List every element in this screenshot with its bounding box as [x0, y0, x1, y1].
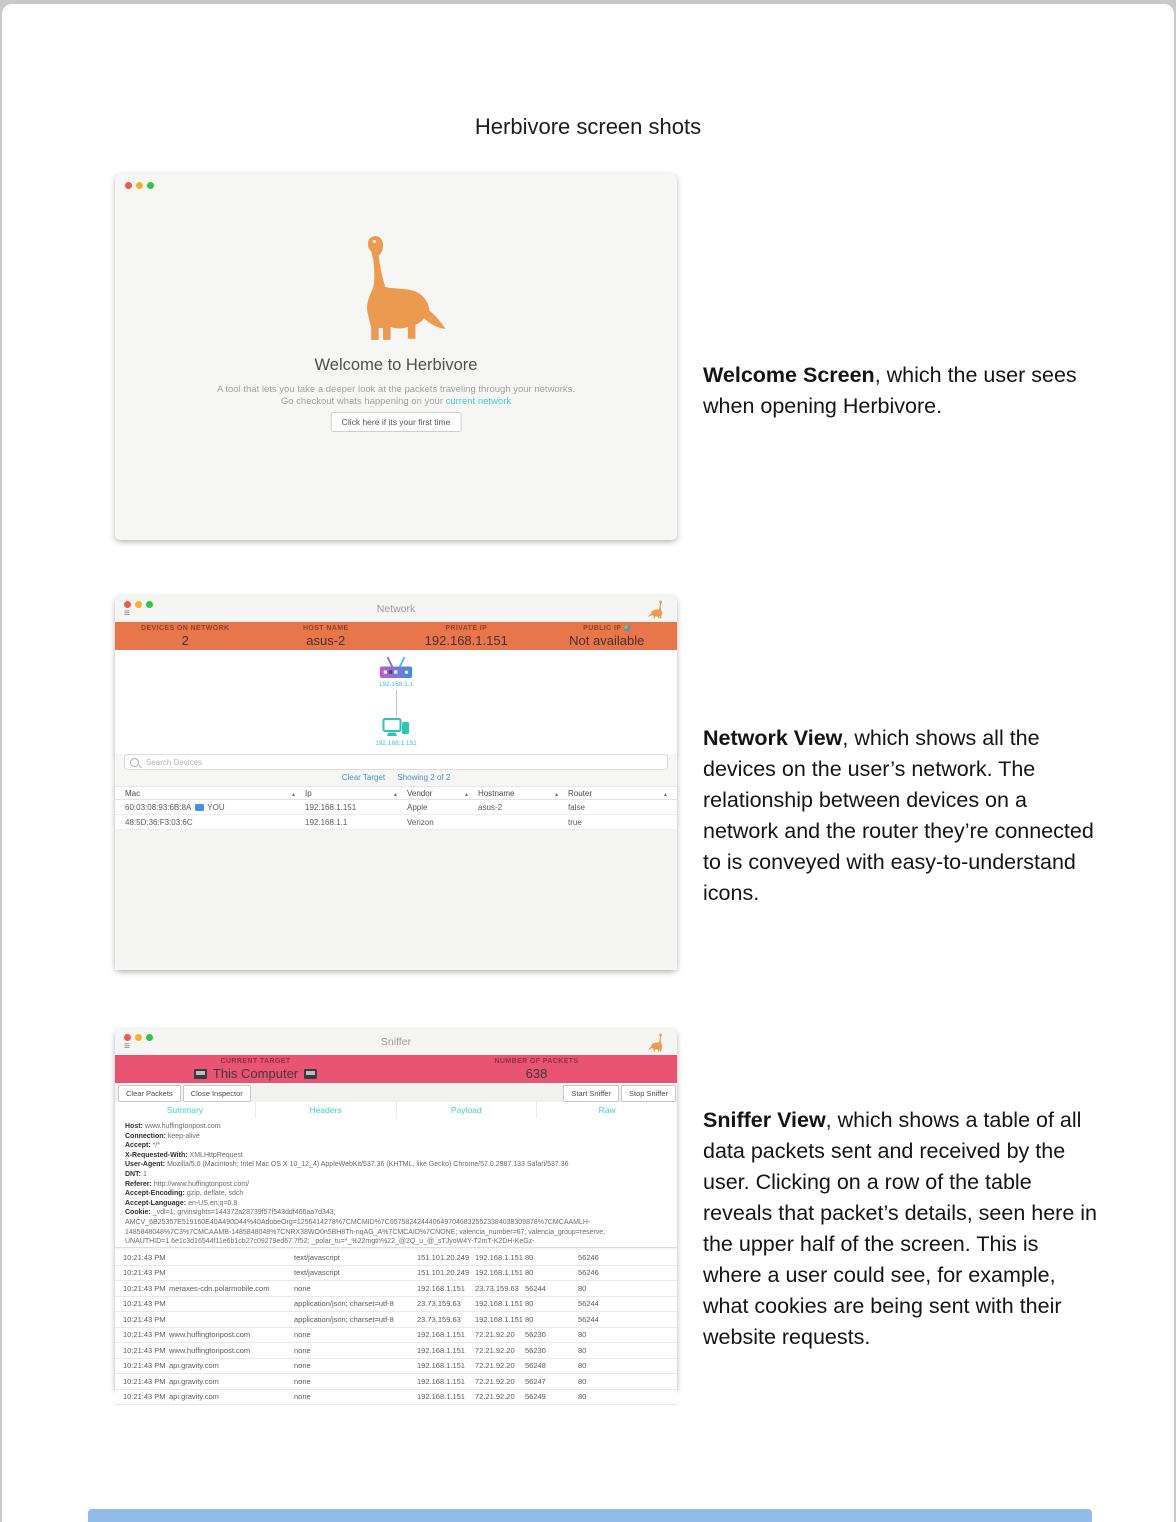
- header-key: Referer:: [125, 1180, 152, 1188]
- header-value: XMLHttpRequest: [189, 1151, 243, 1159]
- source-ip-cell: 151.101.20.249: [417, 1252, 470, 1262]
- menu-icon[interactable]: ≡: [124, 1041, 130, 1052]
- welcome-subtext: A tool that lets you take a deeper look at the packets traveling through your networks.: [216, 384, 576, 395]
- header-value: www.huffingtonpost.com: [144, 1123, 221, 1130]
- device-row[interactable]: [115, 815, 677, 830]
- header-key: User-Agent:: [125, 1161, 166, 1169]
- dest-ip-cell: 72.21.92.20: [475, 1361, 515, 1371]
- stat-value: 192.168.1.151: [424, 633, 508, 648]
- time-cell: 10:21:43 PM: [123, 1268, 166, 1278]
- mac-cell: 60:03:08:93:6B:8A YOU: [125, 802, 225, 812]
- packet-row[interactable]: [115, 1374, 677, 1390]
- toolbar-button[interactable]: Start Sniffer: [563, 1085, 618, 1102]
- dest-port-cell: 80: [578, 1283, 587, 1293]
- host-cell: www.huffingtonpost.com: [169, 1330, 251, 1340]
- packet-count: [396, 1055, 677, 1083]
- column-header[interactable]: [305, 789, 407, 798]
- empty-area: [115, 830, 677, 970]
- packet-row[interactable]: [115, 1297, 677, 1313]
- window-title: Sniffer: [380, 1036, 412, 1048]
- content-type-cell: text/javascript: [294, 1268, 340, 1278]
- time-cell: 10:21:43 PM: [123, 1376, 166, 1386]
- header-line: [125, 1151, 667, 1161]
- computer-icon[interactable]: [383, 718, 410, 738]
- packet-row[interactable]: [115, 1390, 677, 1406]
- content-type-cell: none: [294, 1361, 311, 1371]
- dinosaur-logo-icon: [645, 1033, 669, 1052]
- caption-welcome-body: , which the user sees when opening Herbivore.: [703, 362, 1077, 418]
- inspector-tabs: [115, 1102, 677, 1119]
- window-controls: [125, 182, 154, 189]
- packet-count-label: NUMBER OF PACKETS: [494, 1058, 579, 1065]
- source-ip-cell: 23.73.159.63: [417, 1314, 461, 1324]
- inspector-tab[interactable]: Raw: [598, 1105, 616, 1115]
- header-key: Accept-Encoding:: [125, 1190, 185, 1198]
- toolbar-right-group: [563, 1085, 676, 1102]
- ip-cell: 192.168.1.1: [305, 817, 348, 827]
- host-cell: api.gravity.com: [169, 1361, 219, 1371]
- source-port-cell: 56244: [525, 1283, 546, 1293]
- source-ip-cell: 151.101.20.249: [417, 1268, 470, 1278]
- device-row[interactable]: [115, 800, 677, 815]
- mac-cell: 48:5D:36:F3:03:6C: [125, 817, 193, 827]
- dest-ip-cell: 72.21.92.20: [475, 1330, 515, 1340]
- time-cell: 10:21:43 PM: [123, 1330, 166, 1340]
- computer-ip-label: 192.168.1.151: [375, 740, 417, 747]
- source-port-cell: 56248: [525, 1361, 546, 1371]
- content-type-cell: none: [294, 1283, 311, 1293]
- sort-icon[interactable]: [292, 789, 295, 798]
- dest-ip-cell: 72.21.92.20: [475, 1345, 515, 1355]
- network-stats-bar: [115, 622, 677, 650]
- dest-ip-cell: 72.21.92.20: [475, 1392, 515, 1402]
- column-header-label: Hostname: [478, 788, 515, 798]
- column-header-label: Ip: [305, 788, 312, 798]
- content-type-cell: none: [294, 1330, 311, 1340]
- device-table-body: [115, 800, 677, 830]
- dinosaur-logo-icon: [339, 234, 453, 342]
- stat-label: PRIVATE IP: [445, 625, 488, 632]
- dest-port-cell: 56246: [578, 1252, 599, 1262]
- header-line: [125, 1132, 667, 1142]
- header-key: Accept-Language:: [125, 1199, 187, 1207]
- vendor-cell: Apple: [407, 802, 428, 812]
- source-port-cell: 56230: [525, 1330, 546, 1340]
- partial-window-top: [88, 1509, 1092, 1522]
- dest-port-cell: 56244: [578, 1299, 599, 1309]
- header-key: DNT:: [125, 1170, 141, 1178]
- current-target: [115, 1055, 396, 1083]
- window-title: Network: [376, 603, 416, 615]
- header-line: [125, 1170, 667, 1180]
- source-ip-cell: 192.168.1.151: [417, 1376, 465, 1386]
- time-cell: 10:21:43 PM: [123, 1314, 166, 1324]
- subtext-prefix: Go checkout whats happening on your: [280, 396, 446, 407]
- dest-port-cell: 56244: [578, 1314, 599, 1324]
- dest-ip-cell: 23.73.159.63: [475, 1283, 519, 1293]
- menu-icon[interactable]: ≡: [124, 608, 130, 619]
- welcome-heading: Welcome to Herbivore: [314, 356, 478, 374]
- stat-label: PUBLIC IP: [537, 625, 678, 632]
- minimize-button[interactable]: [136, 182, 143, 189]
- time-cell: 10:21:43 PM: [123, 1361, 166, 1371]
- router-icon[interactable]: [377, 655, 415, 680]
- packet-row[interactable]: [115, 1312, 677, 1328]
- column-header-label: Mac: [125, 788, 141, 798]
- monitor-icon: [304, 1069, 317, 1079]
- time-cell: 10:21:43 PM: [123, 1345, 166, 1355]
- sort-icon[interactable]: [394, 789, 397, 798]
- column-header[interactable]: [407, 789, 478, 798]
- dest-ip-cell: 72.21.92.20: [475, 1376, 515, 1386]
- header-value: en-US,en;q=0.8: [188, 1199, 238, 1207]
- caption-network-lead: Network View: [703, 725, 843, 750]
- dinosaur-logo-icon: [645, 600, 669, 619]
- dest-ip-cell: 192.168.1.151: [475, 1314, 523, 1324]
- caption-network-body: , which shows all the devices on the user’s network. The relationship between devices on a network and the router they’re connected to is conveyed with easy-to-understand icons.: [703, 725, 1094, 905]
- welcome-subtext-2: [115, 396, 677, 407]
- packet-count-value: 638: [525, 1066, 548, 1081]
- network-diagram: [115, 650, 677, 754]
- column-header[interactable]: [568, 789, 677, 798]
- header-value: keep-alive: [167, 1132, 200, 1140]
- header-value: */*: [152, 1142, 161, 1150]
- network-titlebar[interactable]: [115, 596, 677, 622]
- time-cell: 10:21:43 PM: [123, 1252, 166, 1262]
- dest-port-cell: 80: [578, 1392, 587, 1402]
- close-button[interactable]: [125, 182, 132, 189]
- host-cell: meraxes-cdn.polarmobile.com: [169, 1283, 270, 1293]
- source-ip-cell: 192.168.1.151: [417, 1392, 465, 1402]
- stat-value: 2: [181, 633, 189, 648]
- source-port-cell: 56247: [525, 1376, 546, 1386]
- monitor-icon: [194, 1069, 207, 1079]
- toolbar-button[interactable]: Stop Sniffer: [621, 1085, 676, 1102]
- time-cell: 10:21:43 PM: [123, 1392, 166, 1402]
- packet-row[interactable]: [115, 1281, 677, 1297]
- dest-port-cell: 80: [578, 1345, 587, 1355]
- header-line: [125, 1199, 667, 1209]
- dest-ip-cell: 192.168.1.151: [475, 1299, 523, 1309]
- vendor-cell: Verizon: [407, 817, 434, 827]
- content-type-cell: text/javascript: [294, 1252, 340, 1262]
- inspector-tab[interactable]: Payload: [397, 1102, 538, 1118]
- packet-table: [115, 1250, 677, 1405]
- caption-sniffer-lead: Sniffer View: [703, 1107, 826, 1132]
- zoom-button[interactable]: [147, 182, 154, 189]
- toolbar-left-group: [118, 1085, 251, 1102]
- search-icon: [130, 758, 139, 767]
- network-links-row: [115, 773, 677, 782]
- source-port-cell: 56230: [525, 1345, 546, 1355]
- source-ip-cell: 192.168.1.151: [417, 1345, 465, 1355]
- source-port-cell: 56249: [525, 1392, 546, 1402]
- header-line: [125, 1180, 667, 1190]
- caption-welcome-lead: Welcome Screen: [703, 362, 875, 387]
- ip-cell: 192.168.1.151: [305, 802, 357, 812]
- packet-detail-panel: [115, 1118, 677, 1248]
- dest-port-cell: 56246: [578, 1268, 599, 1278]
- network-window: [115, 596, 677, 970]
- toolbar-button[interactable]: Clear Packets: [118, 1085, 181, 1102]
- toolbar-button[interactable]: Close Inspector: [183, 1085, 251, 1102]
- stat-item: [396, 622, 537, 650]
- header-value: gzip, deflate, sdch: [186, 1190, 244, 1198]
- header-value: Mozilla/5.0 (Macintosh; Intel Mac OS X 10_12_4) AppleWebKit/537.36 (KHTML, like Gecko) Chrome/57.0.2987.133 Safari/537.36: [167, 1161, 569, 1169]
- column-header[interactable]: [478, 789, 568, 798]
- sniffer-stats-bar: [115, 1055, 677, 1083]
- stat-value: asus-2: [306, 633, 346, 648]
- header-line: [125, 1122, 667, 1132]
- stat-item: [537, 622, 678, 650]
- first-time-button[interactable]: Click here if its your first time: [331, 412, 462, 432]
- host-cell: api.gravity.com: [169, 1376, 219, 1386]
- connection-line: [396, 690, 397, 717]
- dest-ip-cell: 192.168.1.151: [475, 1252, 523, 1262]
- content-type-cell: none: [294, 1345, 311, 1355]
- search-input[interactable]: [144, 757, 662, 768]
- header-line: [125, 1189, 667, 1199]
- page-title: Herbivore screen shots: [474, 114, 702, 139]
- packet-row[interactable]: [115, 1250, 677, 1266]
- source-port-cell: 80: [525, 1299, 534, 1309]
- dest-port-cell: 80: [578, 1361, 587, 1371]
- current-target-value: [115, 1066, 396, 1081]
- dest-ip-cell: 192.168.1.151: [475, 1268, 523, 1278]
- sort-icon[interactable]: [664, 789, 667, 798]
- source-port-cell: 80: [525, 1252, 534, 1262]
- inspector-tab[interactable]: Summary: [115, 1102, 256, 1118]
- stat-label: DEVICES ON NETWORK: [141, 625, 230, 632]
- sniffer-titlebar[interactable]: [115, 1029, 677, 1055]
- showing-count: Showing 2 of 2: [397, 773, 451, 782]
- header-key: Connection:: [125, 1132, 166, 1140]
- source-port-cell: 80: [525, 1268, 534, 1278]
- stat-label: HOST NAME: [302, 625, 349, 632]
- caption-network: [703, 723, 1101, 909]
- dest-port-cell: 80: [578, 1330, 587, 1340]
- device-search: [124, 754, 668, 770]
- host-cell: www.huffingtonpost.com: [169, 1345, 251, 1355]
- header-value: http://www.huffingtonpost.com/: [153, 1180, 250, 1188]
- host-cell: api.gravity.com: [169, 1392, 219, 1402]
- stat-item: [256, 622, 397, 650]
- dest-port-cell: 80: [578, 1376, 587, 1386]
- column-header[interactable]: [125, 789, 305, 798]
- header-line: [125, 1208, 667, 1246]
- sniffer-toolbar: [115, 1083, 677, 1103]
- target-name: This Computer: [212, 1066, 299, 1081]
- hostname-cell: asus-2: [478, 802, 503, 812]
- time-cell: 10:21:43 PM: [123, 1299, 166, 1309]
- welcome-window: [115, 174, 677, 540]
- header-line: [125, 1141, 667, 1151]
- caption-sniffer-body: , which shows a table of all data packets sent and received by the user. Clicking on a row of the table reveals that packet’s details, seen here in the upper half of the screen. This is where a user could see, for example, what cookies are being sent with their website requests.: [703, 1107, 1098, 1349]
- caption-welcome: [703, 360, 1101, 422]
- packet-row[interactable]: [115, 1359, 677, 1375]
- header-key: X-Requested-With:: [125, 1151, 188, 1159]
- sniffer-window: [115, 1029, 677, 1402]
- you-badge: YOU: [195, 803, 224, 812]
- sort-icon[interactable]: [555, 789, 558, 798]
- packet-row[interactable]: [115, 1343, 677, 1359]
- content-type-cell: application/json; charset=utf-8: [294, 1299, 394, 1309]
- current-network-link[interactable]: current network: [445, 396, 512, 407]
- header-line: [125, 1160, 667, 1170]
- source-ip-cell: 192.168.1.151: [417, 1361, 465, 1371]
- header-value: 1: [142, 1170, 147, 1178]
- current-target-label: CURRENT TARGET: [220, 1058, 291, 1065]
- content-type-cell: none: [294, 1392, 311, 1402]
- source-port-cell: 80: [525, 1314, 534, 1324]
- sort-icon[interactable]: [465, 789, 468, 798]
- document-page: [2, 4, 1174, 1522]
- column-header-label: Vendor: [407, 788, 433, 798]
- stat-item: [115, 622, 256, 650]
- clear-target-link[interactable]: Clear Target: [341, 773, 386, 782]
- time-cell: 10:21:43 PM: [123, 1283, 166, 1293]
- header-value: _vdl=1; grvinsights=144372a28739f57f543ddf466aa7d343; AMCV_6B25357E519160E40A490D44%40AdobeOrg=1256414278%7CMCMID%7C65758242444064970468325523384038309878%7CMCAAMLH-1485848048%7C3%7CMCAAMB-1485848048%7CNRX38WO0n5BH8Th-nqAG_A%7CMCAID%7CNONE; valencia_number=67; valencia_group=reserve; UNAUTHID=1.6e1c3d16544f11e6b1cb27c09279ed67.7f52; _polar_tu=*_%22mgtn%22_@2Q_u_@_sTJyoW4Y-T2mT-K2DH-KeGz-: [125, 1209, 606, 1246]
- packet-row[interactable]: [115, 1266, 677, 1282]
- header-key: Host:: [125, 1123, 143, 1130]
- device-table-header: [115, 786, 677, 800]
- header-key: Cookie:: [125, 1209, 151, 1217]
- content-type-cell: none: [294, 1376, 311, 1386]
- stat-value: Not available: [569, 633, 645, 648]
- packet-row[interactable]: [115, 1328, 677, 1344]
- source-ip-cell: 192.168.1.151: [417, 1283, 465, 1293]
- header-key: Accept:: [125, 1142, 151, 1150]
- source-ip-cell: 23.73.159.63: [417, 1299, 461, 1309]
- inspector-tab[interactable]: Headers: [256, 1102, 397, 1118]
- source-ip-cell: 192.168.1.151: [417, 1330, 465, 1340]
- column-header-label: Router: [568, 788, 593, 798]
- router-cell: true: [568, 817, 582, 827]
- caption-sniffer: [703, 1105, 1101, 1353]
- router-cell: false: [568, 802, 585, 812]
- content-type-cell: application/json; charset=utf-8: [294, 1314, 394, 1324]
- router-ip-label: 192.168.1.1: [378, 681, 414, 688]
